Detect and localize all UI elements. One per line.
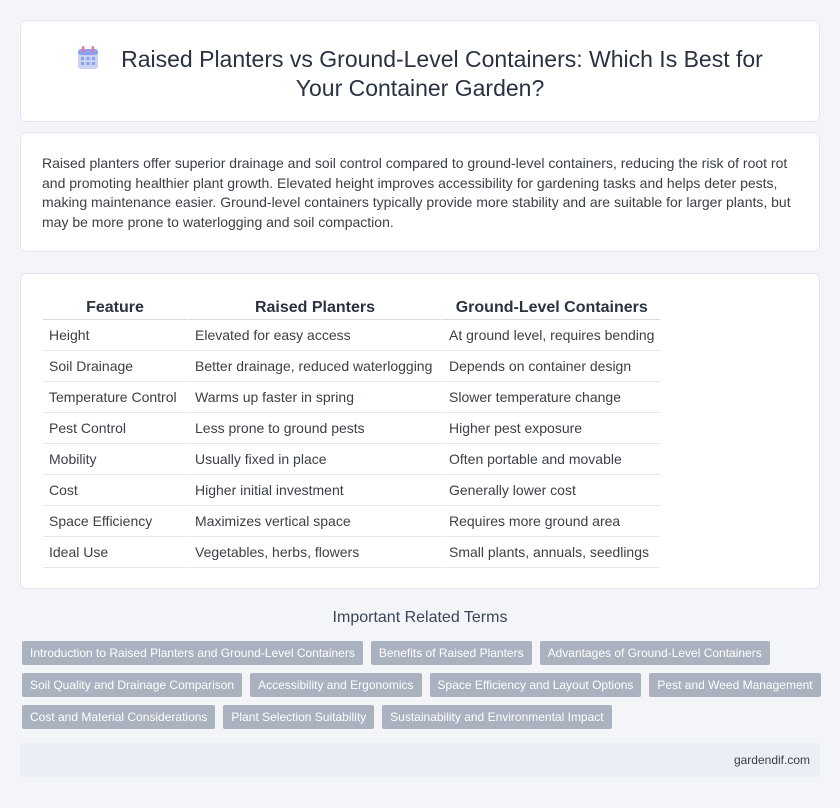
- table-row: [43, 444, 660, 475]
- summary-card: [20, 132, 820, 252]
- table-cell: Vegetables, herbs, flowers: [187, 537, 441, 568]
- table-cell: Pest Control: [43, 413, 187, 444]
- table-cell: Depends on container design: [441, 351, 660, 382]
- table-cell: Maximizes vertical space: [187, 506, 441, 537]
- table-cell: Better drainage, reduced waterlogging: [187, 351, 441, 382]
- related-tag[interactable]: Space Efficiency and Layout Options: [430, 673, 642, 697]
- table-cell: Requires more ground area: [441, 506, 660, 537]
- table-cell: At ground level, requires bending: [441, 320, 660, 351]
- comparison-card: [20, 273, 820, 589]
- related-tag[interactable]: Plant Selection Suitability: [223, 705, 374, 729]
- related-tag[interactable]: Soil Quality and Drainage Comparison: [22, 673, 242, 697]
- table-cell: Slower temperature change: [441, 382, 660, 413]
- table-row: [43, 506, 660, 537]
- header-raised-planters: Raised Planters: [187, 296, 441, 320]
- header-feature: Feature: [43, 296, 187, 320]
- table-cell: Soil Drainage: [43, 351, 187, 382]
- table-cell: Mobility: [43, 444, 187, 475]
- table-cell: Warms up faster in spring: [187, 382, 441, 413]
- table-header-row: [43, 296, 660, 320]
- table-cell: Generally lower cost: [441, 475, 660, 506]
- related-tag[interactable]: Accessibility and Ergonomics: [250, 673, 421, 697]
- page-title: Raised Planters vs Ground-Level Containers: Which Is Best for Your Container Garden?: [121, 46, 763, 101]
- title-card: [20, 20, 820, 122]
- table-cell: Temperature Control: [43, 382, 187, 413]
- related-tag[interactable]: Benefits of Raised Planters: [371, 641, 532, 665]
- table-cell: Higher pest exposure: [441, 413, 660, 444]
- table-row: [43, 475, 660, 506]
- related-tag[interactable]: Advantages of Ground-Level Containers: [540, 641, 770, 665]
- footer: [20, 743, 820, 777]
- table-cell: Small plants, annuals, seedlings: [441, 537, 660, 568]
- table-cell: Ideal Use: [43, 537, 187, 568]
- related-terms-tags: [22, 641, 822, 729]
- table-cell: Elevated for easy access: [187, 320, 441, 351]
- footer-site-link[interactable]: gardendif.com: [733, 753, 810, 767]
- related-tag[interactable]: Cost and Material Considerations: [22, 705, 215, 729]
- table-cell: Often portable and movable: [441, 444, 660, 475]
- table-row: [43, 382, 660, 413]
- table-cell: Higher initial investment: [187, 475, 441, 506]
- related-tag[interactable]: Introduction to Raised Planters and Ground-Level Containers: [22, 641, 363, 665]
- related-tag[interactable]: Pest and Weed Management: [649, 673, 820, 697]
- summary-text: Raised planters offer superior drainage and soil control compared to ground-level containers, reducing the risk of root rot and promoting healthier plant growth. Elevated height improves accessibility for gardening tasks and helps deter pests, making maintenance easier. Ground-level containers typically provide more stability and are suitable for larger plants, but may be more prone to waterlogging and soil compaction.: [42, 155, 791, 230]
- table-row: [43, 320, 660, 351]
- related-terms-title: Important Related Terms: [332, 609, 508, 626]
- related-tag[interactable]: Sustainability and Environmental Impact: [382, 705, 611, 729]
- header-ground-level-containers: Ground-Level Containers: [441, 296, 660, 320]
- table-row: [43, 413, 660, 444]
- table-cell: Less prone to ground pests: [187, 413, 441, 444]
- page-title-wrap: [21, 45, 819, 103]
- comparison-table: [43, 296, 660, 568]
- table-row: [43, 351, 660, 382]
- table-row: [43, 537, 660, 568]
- table-cell: Space Efficiency: [43, 506, 187, 537]
- table-cell: Usually fixed in place: [187, 444, 441, 475]
- table-cell: Cost: [43, 475, 187, 506]
- table-cell: Height: [43, 320, 187, 351]
- calendar-icon: [77, 46, 99, 70]
